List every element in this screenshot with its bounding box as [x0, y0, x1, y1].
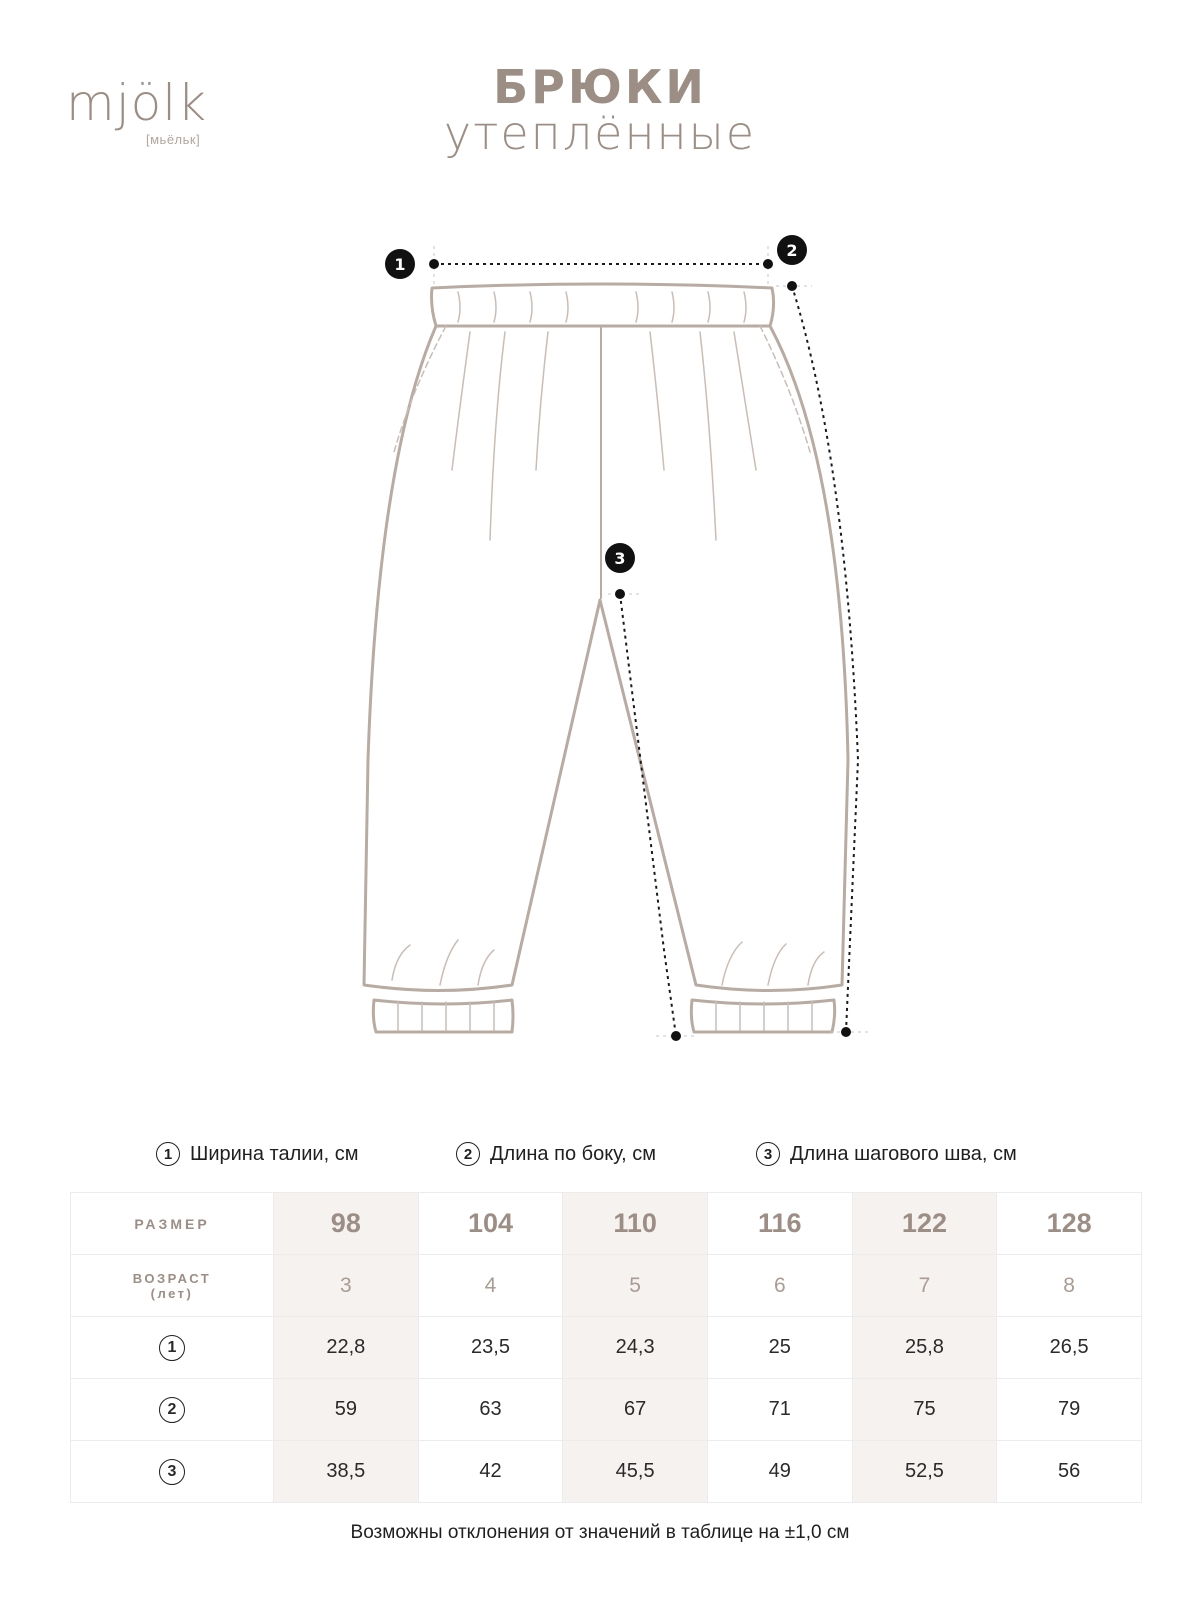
table-row-size — [71, 1193, 1142, 1255]
measurement-legend — [0, 1142, 1200, 1178]
value-cell: 67 — [563, 1379, 708, 1441]
deviation-note: Возможны отклонения от значений в таблице на ±1,0 см — [350, 1522, 850, 1543]
legend-number-icon: 2 — [456, 1142, 480, 1166]
size-cell: 122 — [852, 1193, 997, 1255]
legend-item-inseam — [756, 1142, 1017, 1166]
measure-side-length — [776, 286, 868, 1032]
age-cell: 5 — [563, 1255, 708, 1317]
page-subtitle: утеплённые — [443, 106, 757, 160]
value-cell: 79 — [997, 1379, 1142, 1441]
table-row-side-length — [71, 1379, 1142, 1441]
age-row-label: ВОЗРАСТ (лет) — [71, 1255, 274, 1317]
table-row-inseam — [71, 1441, 1142, 1503]
legend-label: Ширина талии, см — [190, 1142, 359, 1165]
value-cell: 42 — [418, 1441, 563, 1503]
marker-1 — [385, 249, 415, 279]
size-cell: 128 — [997, 1193, 1142, 1255]
value-cell: 75 — [852, 1379, 997, 1441]
table-row-age — [71, 1255, 1142, 1317]
svg-text:2: 2 — [786, 241, 798, 260]
row-number-icon: 2 — [159, 1397, 185, 1423]
svg-text:3: 3 — [614, 549, 626, 568]
measure-inseam — [608, 594, 694, 1036]
size-cell: 104 — [418, 1193, 563, 1255]
left-cuff-outline — [373, 1000, 513, 1032]
row-number-cell — [71, 1379, 274, 1441]
value-cell: 24,3 — [563, 1317, 708, 1379]
value-cell: 63 — [418, 1379, 563, 1441]
value-cell: 59 — [274, 1379, 419, 1441]
marker-3 — [605, 543, 635, 573]
value-cell: 52,5 — [852, 1441, 997, 1503]
value-cell: 49 — [707, 1441, 852, 1503]
row-number-icon: 3 — [159, 1459, 185, 1485]
row-number-icon: 1 — [159, 1335, 185, 1361]
size-cell: 110 — [563, 1193, 708, 1255]
value-cell: 38,5 — [274, 1441, 419, 1503]
age-cell: 6 — [707, 1255, 852, 1317]
legend-label: Длина по боку, см — [490, 1142, 657, 1165]
age-cell: 7 — [852, 1255, 997, 1317]
legend-number-icon: 1 — [156, 1142, 180, 1166]
value-cell: 26,5 — [997, 1317, 1142, 1379]
page-title: БРЮКИ — [493, 60, 707, 114]
logo-transcription: [мьёльк] — [146, 132, 201, 147]
age-cell: 4 — [418, 1255, 563, 1317]
measure-waist — [434, 246, 768, 288]
legend-item-side-length — [456, 1142, 656, 1166]
value-cell: 25 — [707, 1317, 852, 1379]
logo-wordmark: mjölk — [66, 74, 208, 132]
table-row-waist — [71, 1317, 1142, 1379]
size-row-label: РАЗМЕР — [71, 1193, 274, 1255]
value-cell: 25,8 — [852, 1317, 997, 1379]
legend-number-icon: 3 — [756, 1142, 780, 1166]
size-table — [70, 1192, 1142, 1503]
legend-label: Длина шагового шва, см — [790, 1142, 1017, 1165]
value-cell: 71 — [707, 1379, 852, 1441]
age-cell: 3 — [274, 1255, 419, 1317]
row-number-cell — [71, 1441, 274, 1503]
row-number-cell — [71, 1317, 274, 1379]
size-cell: 116 — [707, 1193, 852, 1255]
pants-outline — [364, 326, 848, 991]
size-cell: 98 — [274, 1193, 419, 1255]
marker-2 — [777, 235, 807, 265]
value-cell: 56 — [997, 1441, 1142, 1503]
value-cell: 45,5 — [563, 1441, 708, 1503]
svg-text:1: 1 — [394, 255, 406, 274]
legend-item-waist — [156, 1142, 358, 1166]
waistband-outline — [432, 284, 774, 326]
right-cuff-outline — [691, 1000, 834, 1032]
age-cell: 8 — [997, 1255, 1142, 1317]
value-cell: 23,5 — [418, 1317, 563, 1379]
value-cell: 22,8 — [274, 1317, 419, 1379]
